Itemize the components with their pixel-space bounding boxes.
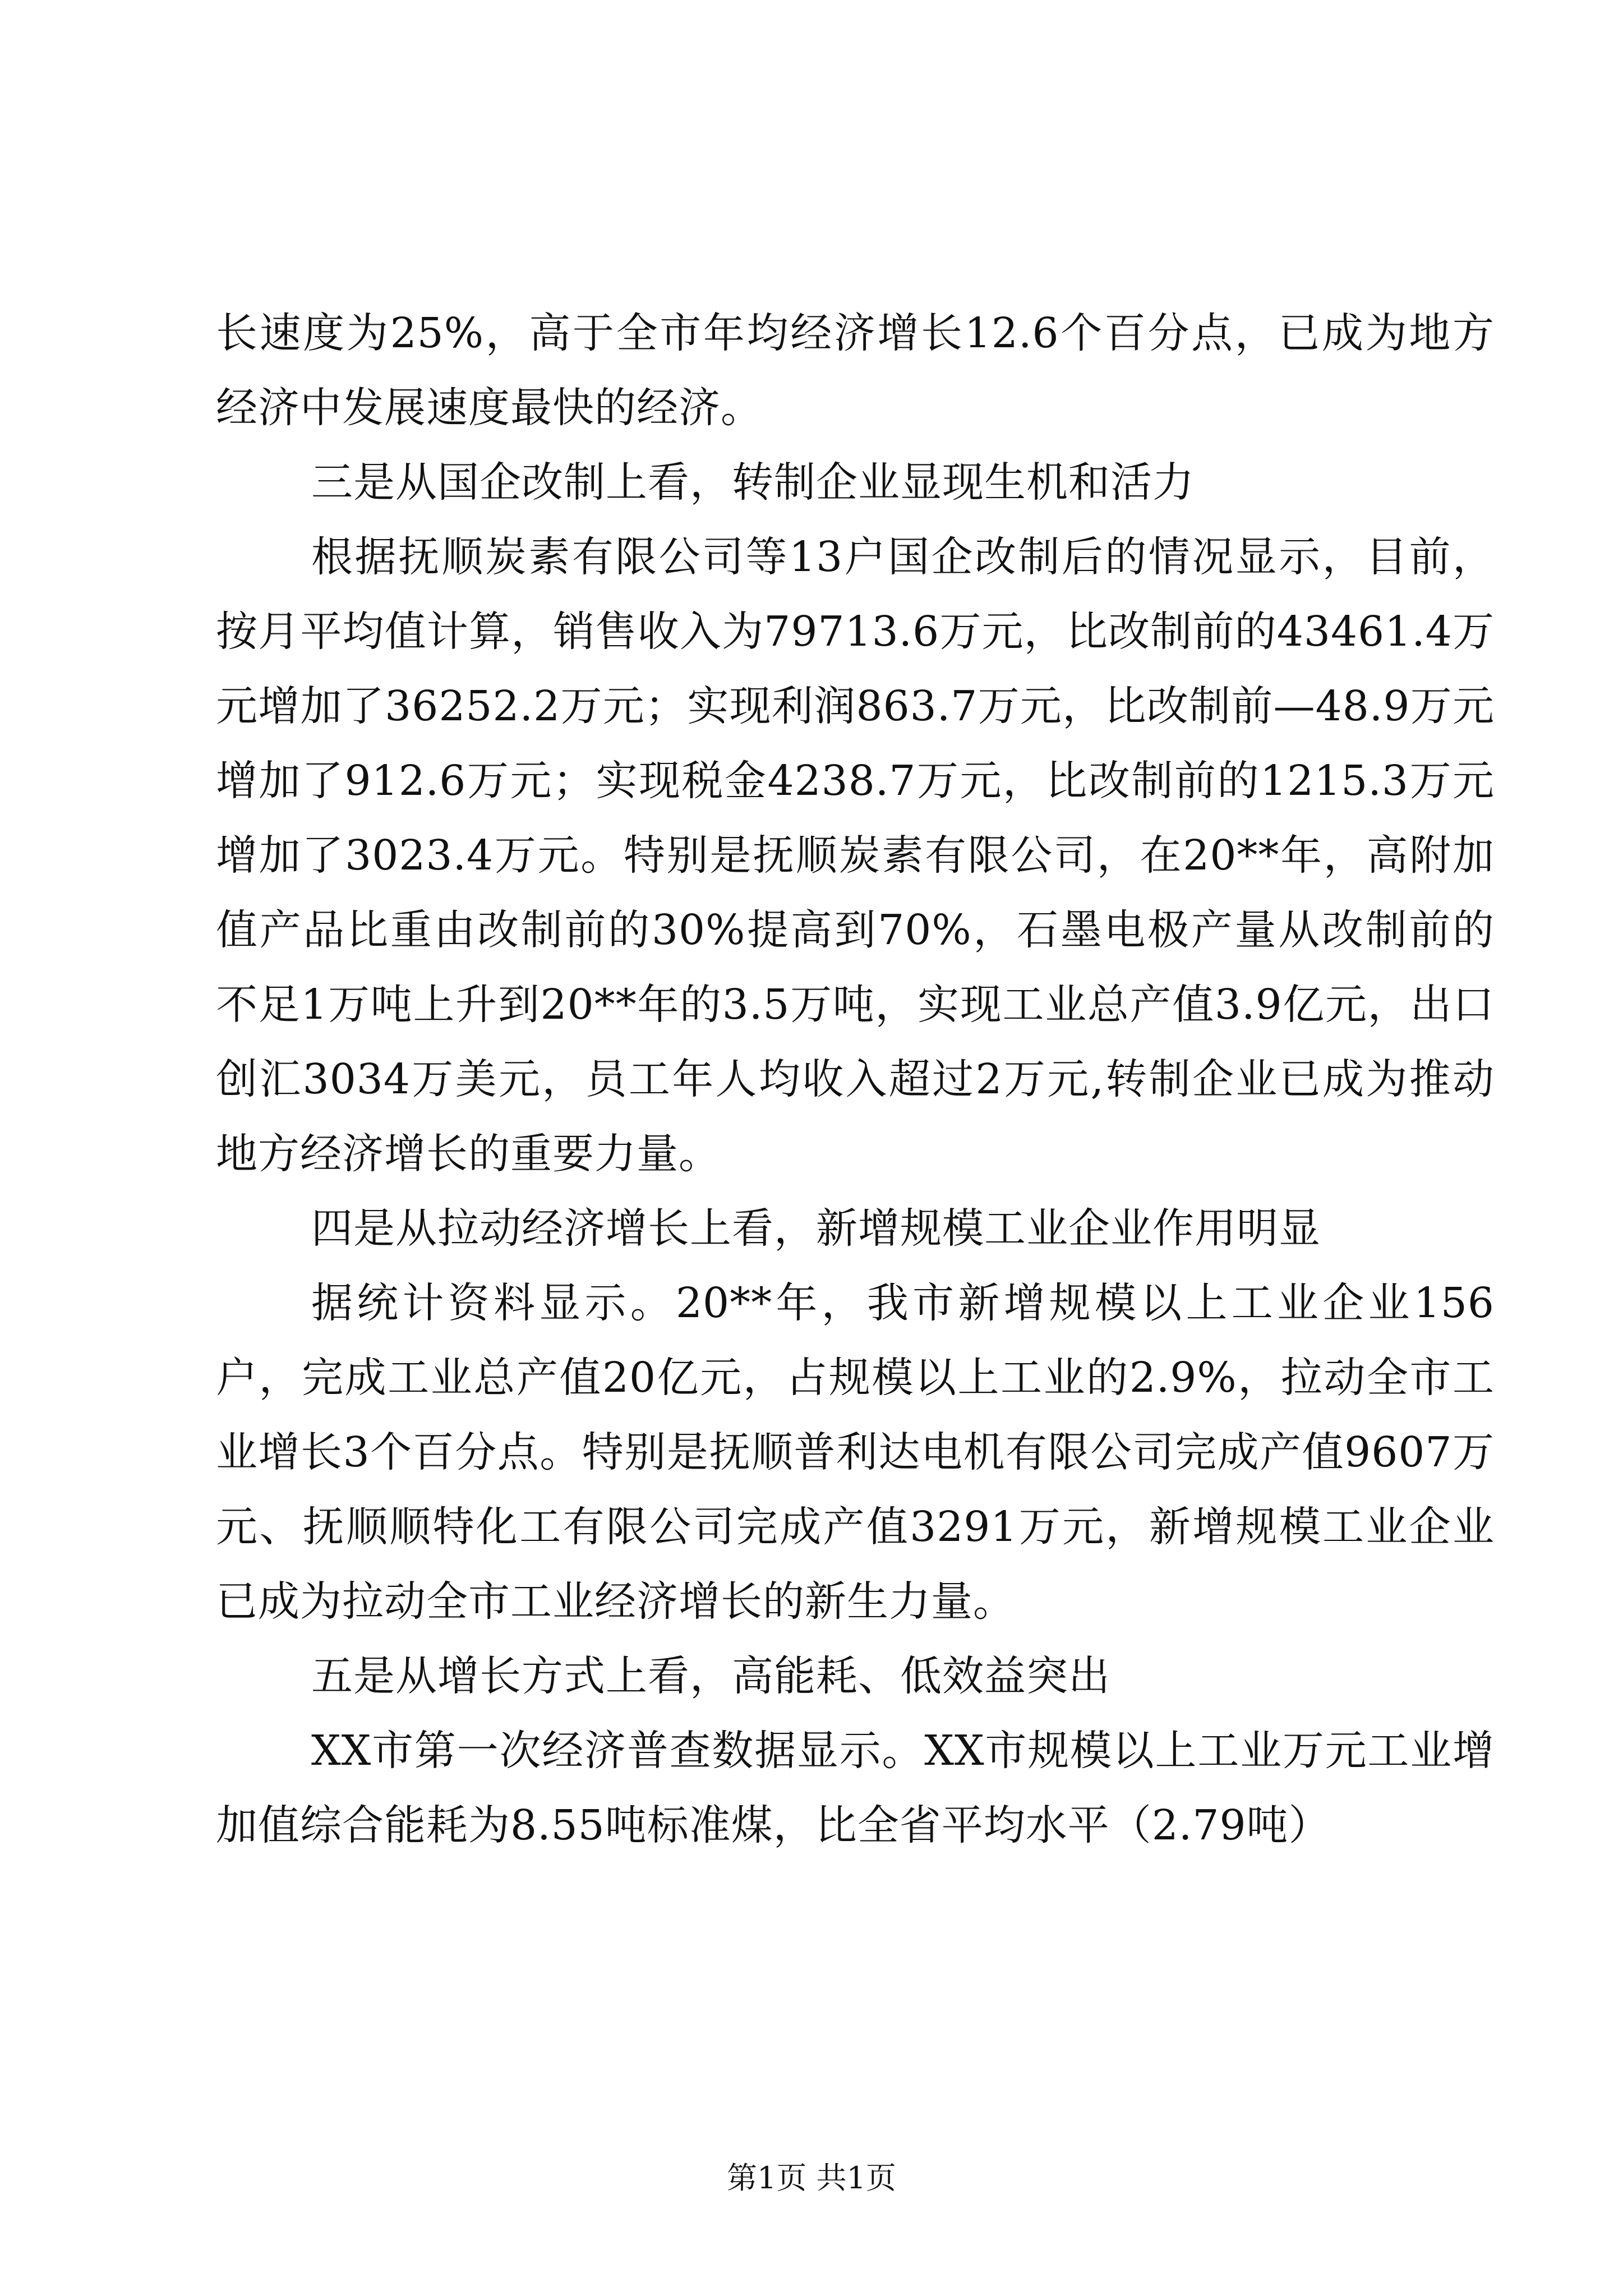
page-number-label: 第1页 共1页 [727, 2160, 896, 2196]
section-heading-3: 三是从国企改制上看，转制企业显现生机和活力 [311, 458, 1195, 507]
paragraph-body: 根据抚顺炭素有限公司等13户国企改制后的情况显示，目前，按月平均值计算，销售收入为79713.6万元，比改制前的43461.4万元增加了36252.2万元；实现利润863.7万元，比改制前—48.9万元增加了912.6万元；实现税金4238.7万元，比改制前的1215.3万元增加了3023.4万元。特别是抚顺炭素有限公司，在20**年，高附加值产品比重由改制前的30%提高到70%，石墨电极产量从改制前的不足1万吨上升到20**年的3.5万吨，实现工业总产值3.9亿元，出口创汇3034万美元，员工年人均收入超过2万元,转制企业已成为推动地方经济增长的重要力量。 [216, 533, 1495, 1178]
paragraph-continuation: 长速度为25%，高于全市年均经济增长12.6个百分点，已成为地方经济中发展速度最快的经济。 [216, 309, 1495, 432]
section-heading-5: 五是从增长方式上看，高能耗、低效益突出 [311, 1652, 1110, 1700]
page-footer [0, 2159, 1623, 2198]
paragraph-body: XX市第一次经济普查数据显示。XX市规模以上工业万元工业增加值综合能耗为8.55吨标准煤，比全省平均水平（2.79吨） [216, 1727, 1495, 1849]
section-heading-4: 四是从拉动经济增长上看，新增规模工业企业作用明显 [311, 1204, 1321, 1253]
document-body [216, 296, 1495, 1863]
paragraph-body: 据统计资料显示。20**年，我市新增规模以上工业企业156户，完成工业总产值20亿元，占规模以上工业的2.9%，拉动全市工业增长3个百分点。特别是抚顺普利达电机有限公司完成产值9607万元、抚顺顺特化工有限公司完成产值3291万元，新增规模工业企业已成为拉动全市工业经济增长的新生力量。 [216, 1279, 1495, 1626]
